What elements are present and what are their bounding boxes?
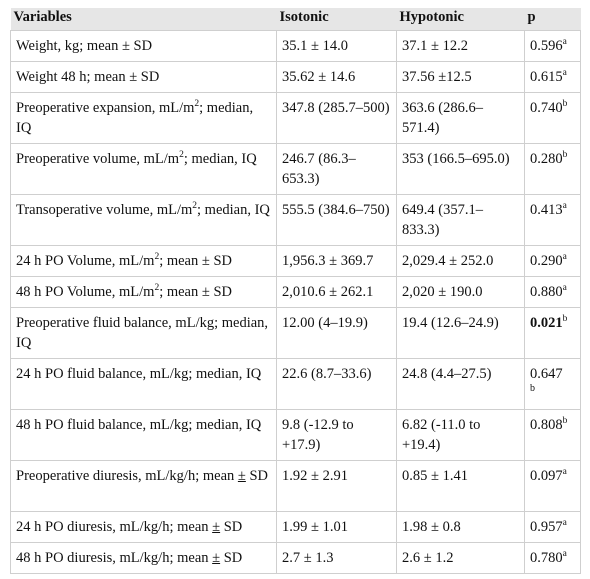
- table-row: [11, 93, 581, 144]
- unit-exponent: 2: [194, 99, 200, 109]
- p-value: 0.740: [530, 100, 563, 116]
- p-value: 0.413: [530, 202, 563, 218]
- p-note: a: [562, 201, 567, 211]
- p-note: b: [562, 314, 568, 324]
- p-value: 0.780: [530, 550, 563, 566]
- p-value: 0.808: [530, 417, 563, 433]
- hypotonic-cell: 363.6 (286.6–571.4): [397, 93, 525, 144]
- isotonic-cell: 35.62 ± 14.6: [277, 62, 397, 93]
- variable-text: Preoperative expansion, mL/m: [16, 100, 195, 116]
- p-value: 0.097: [530, 468, 563, 484]
- table-row: [11, 543, 581, 574]
- p-cell: [525, 461, 581, 512]
- hypotonic-cell: 2,029.4 ± 252.0: [397, 246, 525, 277]
- variable-text: 24 h PO Volume, mL/m: [16, 253, 155, 269]
- p-note: a: [562, 549, 567, 559]
- isotonic-cell: 2.7 ± 1.3: [277, 543, 397, 574]
- variable-text: Preoperative fluid balance, mL/kg; median, IQ: [16, 315, 269, 351]
- p-note: a: [562, 252, 567, 262]
- variable-cell: [11, 31, 277, 62]
- variable-text-rest: ; median, IQ: [183, 151, 257, 167]
- variable-text: Weight 48 h; mean ± SD: [16, 69, 160, 85]
- hypotonic-cell: 37.1 ± 12.2: [397, 31, 525, 62]
- p-value: 0.880: [530, 284, 563, 300]
- table-row: [11, 512, 581, 543]
- variable-text-rest: ; mean ± SD: [159, 284, 232, 300]
- hypotonic-cell: 353 (166.5–695.0): [397, 144, 525, 195]
- variable-text: 24 h PO fluid balance, mL/kg; median, IQ: [16, 366, 262, 382]
- unit-exponent: 2: [154, 283, 160, 293]
- isotonic-cell: 35.1 ± 14.0: [277, 31, 397, 62]
- isotonic-cell: 9.8 (-12.9 to +17.9): [277, 410, 397, 461]
- variable-cell: [11, 410, 277, 461]
- variable-text-rest: SD: [245, 468, 269, 484]
- p-note: b: [562, 416, 568, 426]
- p-cell: [525, 359, 581, 410]
- table-row: [11, 359, 581, 410]
- p-cell: [525, 31, 581, 62]
- p-cell: [525, 144, 581, 195]
- variable-text-rest: ; median, IQ: [16, 100, 254, 136]
- plus-minus-underlined: ±: [212, 519, 221, 535]
- table-row: [11, 246, 581, 277]
- table-row: [11, 277, 581, 308]
- variable-text: Transoperative volume, mL/m: [16, 202, 193, 218]
- p-value: 0.615: [530, 69, 563, 85]
- variable-text: Preoperative diuresis, mL/kg/h; mean: [16, 468, 238, 484]
- variable-cell: [11, 543, 277, 574]
- table-row: [11, 31, 581, 62]
- results-table: [10, 8, 581, 574]
- variable-cell: [11, 277, 277, 308]
- variable-text: Preoperative volume, mL/m: [16, 151, 180, 167]
- p-note: a: [562, 37, 567, 47]
- unit-exponent: 2: [179, 150, 184, 160]
- header-hypotonic: Hypotonic: [397, 8, 525, 31]
- isotonic-cell: 2,010.6 ± 262.1: [277, 277, 397, 308]
- hypotonic-cell: 0.85 ± 1.41: [397, 461, 525, 512]
- table-row: [11, 144, 581, 195]
- hypotonic-cell: 649.4 (357.1–833.3): [397, 195, 525, 246]
- header-isotonic: Isotonic: [277, 8, 397, 31]
- p-cell: [525, 512, 581, 543]
- table-row: [11, 308, 581, 359]
- p-cell: [525, 277, 581, 308]
- variable-text: Weight, kg; mean ± SD: [16, 38, 153, 54]
- hypotonic-cell: 19.4 (12.6–24.9): [397, 308, 525, 359]
- variable-text: 24 h PO diuresis, mL/kg/h; mean: [16, 519, 213, 535]
- variable-cell: [11, 512, 277, 543]
- hypotonic-cell: 37.56 ±12.5: [397, 62, 525, 93]
- p-note: b: [530, 383, 535, 394]
- variable-cell: [11, 359, 277, 410]
- p-value: 0.290: [530, 253, 563, 269]
- p-value: 0.280: [530, 151, 563, 167]
- variable-text: 48 h PO fluid balance, mL/kg; median, IQ: [16, 417, 262, 433]
- isotonic-cell: 1.92 ± 2.91: [277, 461, 397, 512]
- variable-cell: [11, 308, 277, 359]
- p-note: b: [562, 99, 568, 109]
- isotonic-cell: 1.99 ± 1.01: [277, 512, 397, 543]
- variable-text: 48 h PO Volume, mL/m: [16, 284, 155, 300]
- isotonic-cell: 246.7 (86.3–653.3): [277, 144, 397, 195]
- variable-cell: [11, 93, 277, 144]
- variable-text: 48 h PO diuresis, mL/kg/h; mean: [16, 550, 213, 566]
- hypotonic-cell: 2.6 ± 1.2: [397, 543, 525, 574]
- variable-text-rest: SD: [220, 550, 243, 566]
- table-row: [11, 461, 581, 512]
- p-cell: [525, 308, 581, 359]
- p-value: 0.957: [530, 519, 563, 535]
- p-note: a: [562, 467, 567, 477]
- variable-text-rest: ; mean ± SD: [159, 253, 232, 269]
- header-p: p: [525, 8, 581, 31]
- isotonic-cell: 347.8 (285.7–500): [277, 93, 397, 144]
- p-cell: [525, 543, 581, 574]
- plus-minus-underlined: ±: [212, 550, 221, 566]
- p-note: a: [562, 518, 567, 528]
- p-note: a: [562, 68, 567, 78]
- unit-exponent: 2: [154, 252, 160, 262]
- variable-text-rest: ; median, IQ: [197, 202, 270, 218]
- p-note: b: [562, 150, 568, 160]
- isotonic-cell: 555.5 (384.6–750): [277, 195, 397, 246]
- variable-cell: [11, 246, 277, 277]
- p-value: 0.647: [530, 366, 563, 382]
- variable-text-rest: SD: [220, 519, 243, 535]
- plus-minus-underlined: ±: [237, 468, 246, 484]
- variable-cell: [11, 461, 277, 512]
- p-cell: [525, 62, 581, 93]
- header-variables: Variables: [11, 8, 277, 31]
- hypotonic-cell: 6.82 (-11.0 to +19.4): [397, 410, 525, 461]
- p-cell: [525, 246, 581, 277]
- p-note: a: [562, 283, 567, 293]
- table-row: [11, 62, 581, 93]
- table-row: [11, 195, 581, 246]
- isotonic-cell: 22.6 (8.7–33.6): [277, 359, 397, 410]
- p-cell: [525, 93, 581, 144]
- p-cell: [525, 195, 581, 246]
- hypotonic-cell: 2,020 ± 190.0: [397, 277, 525, 308]
- p-value-significant: 0.021: [530, 315, 563, 331]
- p-cell: [525, 410, 581, 461]
- isotonic-cell: 12.00 (4–19.9): [277, 308, 397, 359]
- table-row: [11, 410, 581, 461]
- isotonic-cell: 1,956.3 ± 369.7: [277, 246, 397, 277]
- variable-cell: [11, 144, 277, 195]
- hypotonic-cell: 1.98 ± 0.8: [397, 512, 525, 543]
- hypotonic-cell: 24.8 (4.4–27.5): [397, 359, 525, 410]
- p-value: 0.596: [530, 38, 563, 54]
- variable-cell: [11, 195, 277, 246]
- variable-cell: [11, 62, 277, 93]
- unit-exponent: 2: [192, 201, 198, 211]
- header-row: [11, 8, 581, 31]
